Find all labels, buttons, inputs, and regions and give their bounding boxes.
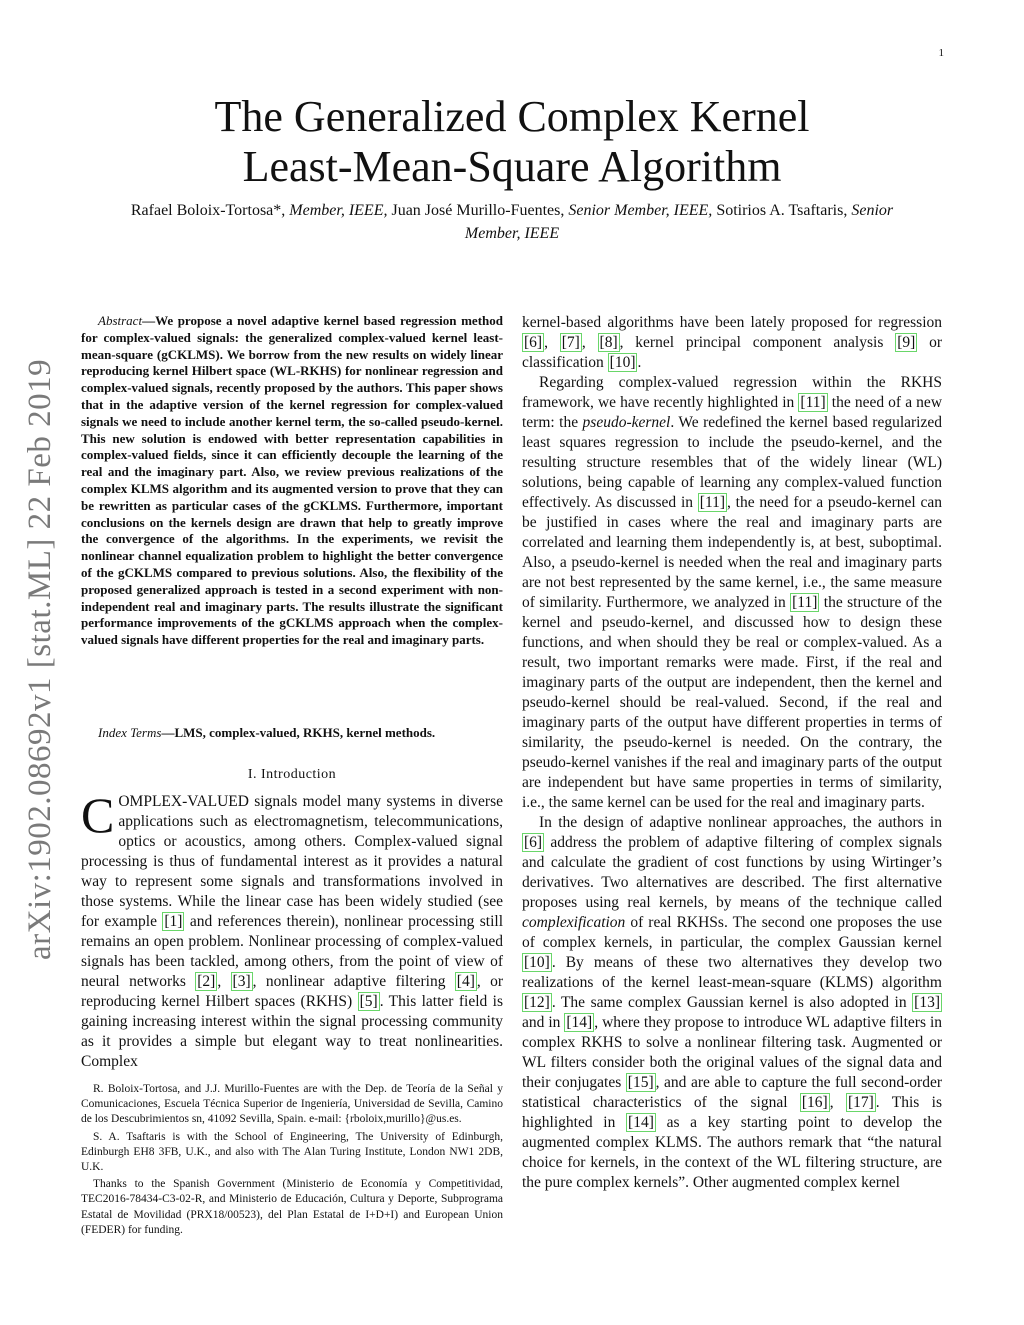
emphasis: pseudo-kernel [582, 414, 671, 431]
footnote-affiliation-1: R. Boloix-Tortosa, and J.J. Murillo-Fuentes are with the Dep. de Teoría de la Señal y Comunicaciones, Escuela Técnica Superior de Ingeniería, Universidad de Sevilla, Camino de los Descubrimientos sn, 41092 Sevilla, Spain. e-mail: {rboloix,murillo}@us.es. [81, 1083, 503, 1126]
text-run: , the need for a pseudo-kernel can be justified in cases where the real and imaginary parts are correlated and learning them independently is, at best, suboptimal. Also, a pseudo-kernel is needed when the real and imaginary parts are not best represented by the same kernel, i.e., the same measure of similarity. Furthermore, we analyzed in [522, 494, 942, 611]
citation-link[interactable]: [11] [800, 394, 826, 411]
right-paragraph-2 [522, 373, 942, 813]
citation-link[interactable]: [11] [792, 594, 818, 611]
text-run: , and are able to capture the full second-order statistical characteristics of the signal [522, 1074, 942, 1111]
author-1: Rafael Boloix-Tortosa*, [130, 202, 286, 219]
author-2-role: Senior Member, IEEE, [568, 202, 713, 219]
abstract-label: Abstract [98, 313, 143, 328]
text-run: kernel-based algorithms have been lately proposed for regression [522, 314, 942, 331]
text-run: , kernel principal component analysis [619, 334, 896, 351]
text-run: , where they propose to introduce WL adaptive filters in complex RKHS to solve a nonlinear filtering task. Augmented or WL filters consider both the original values of the signal data and their conjugates [522, 1014, 943, 1091]
text-run: the need of a new term: the [522, 394, 943, 431]
text-run: the structure of the kernel and pseudo-kernel, and discussed how to design these functions, and when should they be real or complex-valued. As a result, two important remarks were made. First, if the real and imaginary parts of the output are independent, then the kernel and pseudo-kernel should be real-valued. Second, if the real and imaginary parts of the output have different properties in terms of similarity, the pseudo-kernel is needed. On the contrary, the pseudo-kernel vanishes if the real and imaginary parts of the output are independent but have same properties in terms of similarity, i.e., the same kernel can be used for the real and imaginary parts. [522, 594, 942, 811]
page-number: 1 [938, 47, 944, 59]
right-column-text [522, 313, 942, 1193]
citation-link[interactable]: [7] [561, 334, 580, 351]
citation-link[interactable]: [15] [627, 1074, 654, 1091]
text-run: . This is highlighted in [522, 1094, 942, 1131]
paper-title [0, 92, 1024, 192]
right-paragraph-3 [522, 813, 942, 1193]
text-run: . The same complex Gaussian kernel is also adopted in [551, 994, 913, 1011]
text-run: as a key starting point to develop the augmented complex KLMS. The authors remark that “the natural choice for kernels, in the context of the WL filtering structure, are the pure complex kernels”. Other augmented complex kernel [522, 1114, 942, 1191]
author-3: Sotirios A. Tsaftaris, [716, 202, 848, 219]
citation-link[interactable]: [1] [164, 913, 183, 930]
citation-link[interactable]: [14] [628, 1114, 654, 1131]
citation-link[interactable]: [12] [524, 994, 550, 1011]
title-line-1: The Generalized Complex Kernel [214, 92, 810, 141]
section-heading-introduction: I. Introduction [247, 767, 337, 782]
text-run: , [581, 334, 598, 351]
text-run: . [637, 354, 642, 371]
citation-link[interactable]: [13] [914, 994, 940, 1011]
citation-link[interactable]: [14] [566, 1014, 593, 1031]
intro-text-2: and references therein), nonlinear processing still remains an open problem. Nonlinear processing of complex-valued signals has been tackled, among others, from the point of view of neural networks [81, 913, 504, 990]
arxiv-stamp: arXiv:1902.08692v1 [stat.ML] 22 Feb 2019 [22, 358, 58, 960]
citation-link[interactable]: [11] [699, 494, 726, 511]
drop-cap: C [81, 787, 115, 843]
text-run: . By means of these two alternatives they develop two realizations of the kernel least-mean-square (KLMS) algorithm [522, 954, 942, 991]
intro-text-1: OMPLEX-VALUED signals model many systems in diverse applications such as electromagnetism, telecommunications, optics or acoustics, among others. Complex-valued signal processing is thus of fundamental interest as it provides a natural way to represent some signals and transformations involved in those systems. While the linear case has been widely studied (see for example [81, 793, 503, 930]
citation-link[interactable]: [17] [847, 1094, 874, 1111]
footnotes [81, 1082, 503, 1240]
author-3-role: Senior Member, IEEE [464, 202, 894, 242]
introduction-text [81, 787, 504, 1072]
citation-link[interactable]: [8] [599, 334, 618, 351]
citation-link[interactable]: [10] [524, 954, 550, 971]
text-run: and in [522, 1014, 565, 1031]
text-run: or classification [522, 334, 942, 371]
intro-text-5: . This latter field is gaining increasing interest within the signal processing community as it provides a simple but elegant way to treat nonlinearities. Complex [81, 993, 503, 1070]
author-list [110, 199, 914, 245]
index-terms [81, 724, 503, 741]
intro-sep: , [217, 973, 231, 990]
right-paragraph-1 [522, 313, 942, 373]
abstract-text: —We propose a novel adaptive kernel based regression method for complex-valued signals: the generalized complex-valued kernel least-mean-square (gCKLMS). We borrow from the new results on widely linear reproducing kernel Hilbert space (WL-RKHS) for nonlinear regression and complex-valued signals, recently proposed by the authors. This paper shows that in the adaptive version of the kernel regression for complex-valued signals we need to include another kernel term, the so-called pseudo-kernel. This new solution is endowed with better representation capabilities in complex-valued fields, since it can efficiently decouple the learning of the real and the imaginary part. Also, we review previous realizations of the complex KLMS algorithm and its augmented version to prove that they can be rewritten as particular cases of the gCKLMS. Furthermore, important conclusions on the kernels design are drawn that help to greatly improve the convergence of the algorithms. In the experiments, we revisit the nonlinear channel equalization problem to highlight the better convergence of the gCKLMS compared to previous solutions. Also, the flexibility of the proposed generalized approach is tested in a second experiment with non-independent real and imaginary parts. The results illustrate the significant performance improvements of the gCKLMS approach when the complex-valued signals have different properties for the real and imaginary parts. [81, 313, 503, 648]
text-run: Regarding complex-valued regression within the RKHS framework, we have recently highlighted in [522, 374, 942, 411]
text-run: , [544, 334, 560, 351]
footnote-affiliation-2: S. A. Tsaftaris is with the School of Engineering, The University of Edinburgh, Edinburgh EH8 3FB, U.K., and also with The Alan Turing Institute, London NW1 2DB, U.K. [81, 1130, 503, 1174]
citation-link[interactable]: [10] [609, 354, 636, 371]
citation-link[interactable]: [2] [197, 973, 216, 990]
footnote-funding: Thanks to the Spanish Government (Ministerio de Economía y Competitividad, TEC2016-78434-C3-02-R, and Ministerio de Educación, Cultura y Deporte, Subprograma Estatal de Movilidad (PRX18/00523), del Plan Estatal de I+D+I) and European Union (FEDER) for funding. [81, 1178, 503, 1236]
text-run: . We redefined the kernel based regularized least squares regression to include the pseudo-kernel, and the resulting structure resembles that of the widely linear (WL) solutions, being capable of learning any complex-valued function effectively. As discussed in [522, 414, 942, 511]
author-1-role: Member, IEEE, [289, 202, 388, 219]
text-run: In the design of adaptive nonlinear approaches, the authors in [539, 814, 942, 831]
citation-link[interactable]: [6] [524, 834, 543, 851]
text-run: address the problem of adaptive filtering of complex signals and calculate the gradient of cost functions by using Wirtinger’s derivatives. Two alternatives are described. The first alternative proposes using real kernels, by means of the technique called [522, 834, 942, 911]
intro-text-4: , or reproducing kernel Hilbert spaces (RKHS) [81, 973, 503, 1010]
index-terms-label: Index Terms [98, 725, 162, 740]
intro-text-3: , nonlinear adaptive filtering [252, 973, 455, 990]
abstract [81, 313, 503, 649]
author-2: Juan José Murillo-Fuentes, [391, 202, 565, 219]
citation-link[interactable]: [6] [524, 334, 543, 351]
citation-link[interactable]: [9] [897, 334, 916, 351]
citation-link[interactable]: [3] [232, 973, 251, 990]
title-line-2: Least-Mean-Square Algorithm [242, 142, 782, 191]
text-run: , [829, 1094, 846, 1111]
emphasis: complexification [522, 914, 626, 931]
index-terms-text: —LMS, complex-valued, RKHS, kernel methods. [161, 725, 436, 740]
citation-link[interactable]: [5] [359, 993, 378, 1010]
citation-link[interactable]: [16] [801, 1094, 828, 1111]
citation-link[interactable]: [4] [456, 973, 475, 990]
text-run: of real RKHSs. The second one proposes the use of complex kernels, in particular, the complex Gaussian kernel [522, 914, 942, 951]
